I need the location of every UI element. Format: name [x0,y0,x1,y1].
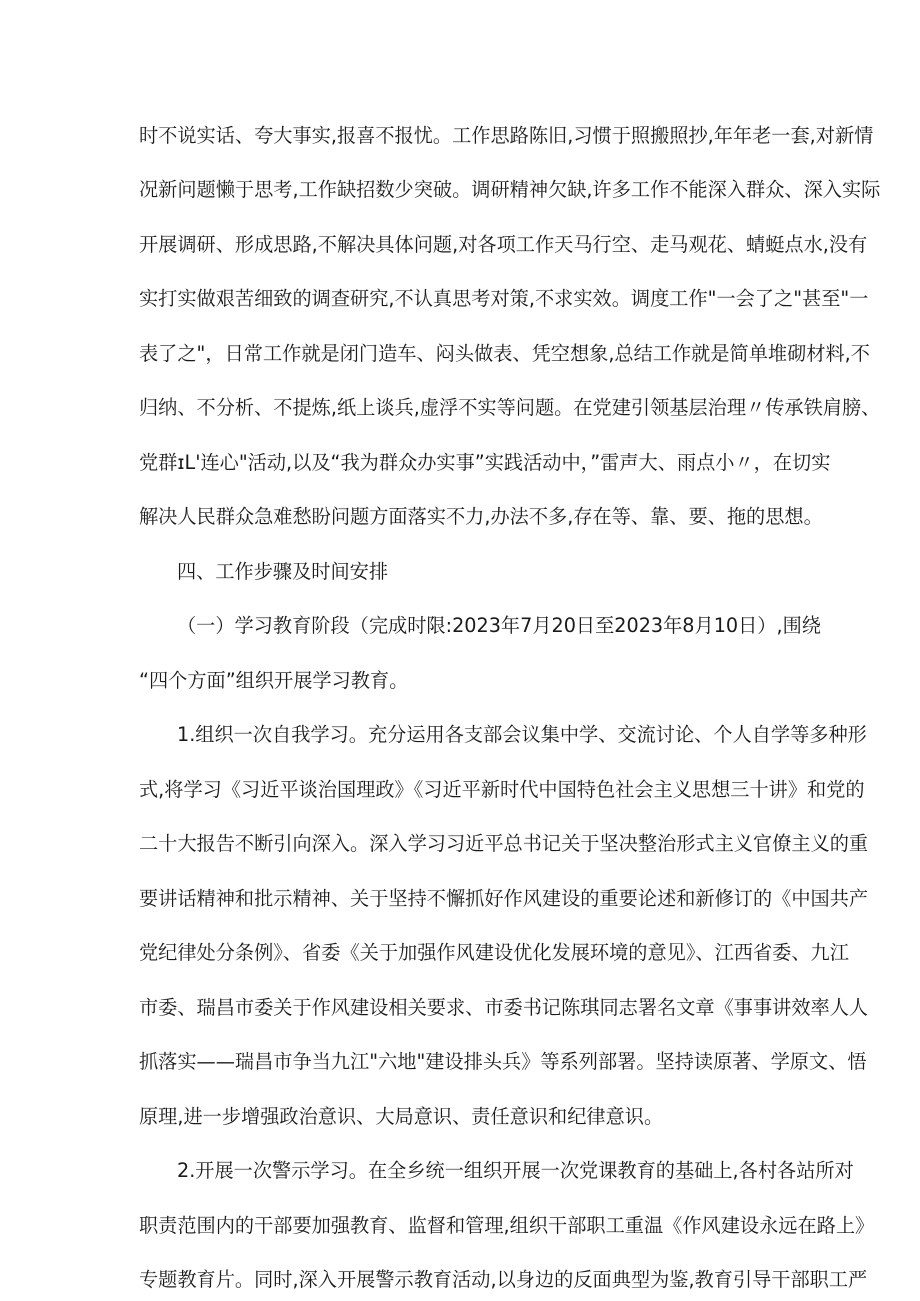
paragraph-line: 原理,进一步增强政治意识、大局意识、责任意识和纪律意识。 [139,1105,664,1128]
paragraph-line: 二十大报告不断引向深入。深入学习习近平总书记关于坚决整治形式主义官僚主义的重 [139,832,869,855]
paragraph-line: 1.组织一次自我学习。充分运用各支部会议集中学、交流讨论、个人自学等多种形 [177,723,867,746]
paragraph-line: 抓落实——瑞昌市争当九江"六地"建设排头兵》等系列部署。坚持读原著、学原文、悟 [139,1050,867,1073]
paragraph-line: 表了之"，日常工作就是闭门造车、闷头做表、凭空想象,总结工作就是简单堆砌材料,不 [139,342,870,365]
paragraph-line: 时不说实话、夸大事实,报喜不报忧。工作思路陈旧,习惯于照搬照抄,年年老一套,对新情 [139,124,874,147]
paragraph-line: 专题教育片。同时,深入开展警示教育活动,以身边的反面典型为鉴,教育引导干部职工严 [139,1268,868,1291]
paragraph-line: 党纪律处分条例》、省委《关于加强作风建设优化发展环境的意见》、江西省委、九江 [139,941,849,964]
paragraph-line: “四个方面”组织开展学习教育。 [139,669,409,692]
paragraph-line: 职责范围内的干部要加强教育、监督和管理,组织干部职工重温《作风建设永远在路上》 [139,1214,875,1237]
paragraph-line: 归纳、不分析、不提炼,纸上谈兵,虚浮不实等问题。在党建引领基层治理〃传承铁肩膀、 [139,396,881,419]
paragraph-line: （一）学习教育阶段（完成时限:2023年7月20日至2023年8月10日）,围绕 [177,614,821,637]
paragraph-line: 解决人民群众急难愁盼问题方面落实不力,办法不多,存在等、靠、要、拖的思想。 [139,505,823,528]
paragraph-line: 党群ɪL'连心"活动,以及“我为群众办实事”实践活动中，”雷声大、雨点小〃，在切实 [139,451,831,474]
paragraph-line: 要讲话精神和批示精神、关于坚持不懈抓好作风建设的重要论述和新修订的《中国共产 [139,887,869,910]
paragraph-line: 开展调研、形成思路,不解决具体问题,对各项工作天马行空、走马观花、蜻蜓点水,没有 [139,233,868,256]
paragraph-line: 况新问题懒于思考,工作缺招数少突破。调研精神欠缺,许多工作不能深入群众、深入实际 [139,178,881,201]
paragraph-line: 式,将学习《习近平谈治国理政》《习近平新时代中国特色社会主义思想三十讲》和党的 [139,778,865,801]
section-heading: 四、工作步骤及时间安排 [177,560,389,583]
paragraph-line: 市委、瑞昌市委关于作风建设相关要求、市委书记陈琪同志署名文章《事事讲效率人人 [139,996,869,1019]
paragraph-line: 2.开展一次警示学习。在全乡统一组织开展一次党课教育的基础上,各村各站所对 [177,1159,854,1182]
paragraph-line: 实打实做艰苦细致的调查研究,不认真思考对策,不求实效。调度工作"一会了之"甚至"一 [139,287,869,310]
